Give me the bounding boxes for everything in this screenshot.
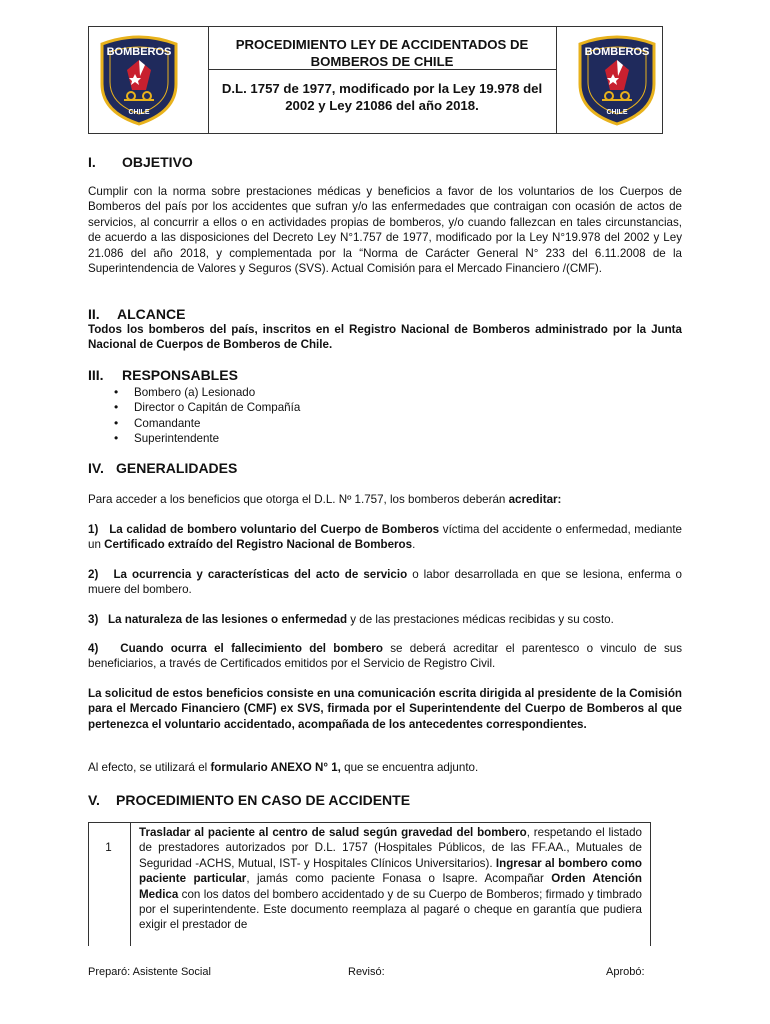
footer-preparo: Preparó: Asistente Social: [88, 966, 211, 978]
text-run: víctima del accidente o enfermedad, mediante un: [88, 523, 683, 552]
list-item: • Superintendente: [88, 431, 648, 446]
text-run: se deberá acreditar el parentesco o vinculo de sus beneficiarios, a través de Certificados emitidos por el Servicio de Registro Civil.: [88, 642, 682, 671]
bomberos-logo-right: [574, 34, 660, 126]
logo-bottom-text: CHILE: [128, 109, 150, 116]
requirement-2: [88, 567, 682, 598]
requirement-number: 4): [88, 642, 99, 655]
table-divider: [130, 823, 131, 946]
text-run: Para acceder a los beneficios que otorga el D.L. Nº 1.757, los bomberos deberán: [88, 493, 509, 506]
text-run: Al efecto, se utilizará el: [88, 761, 211, 774]
text-run-bold: acreditar:: [508, 493, 562, 506]
generalidades-intro: [88, 492, 682, 507]
section-title: OBJETIVO: [122, 154, 193, 170]
section-heading-generalidades: [88, 460, 237, 476]
footer-reviso: Revisó:: [348, 966, 385, 978]
section-heading-objetivo: [88, 154, 193, 170]
section-number: I.: [88, 154, 96, 170]
text-run-bold: formulario ANEXO N° 1,: [210, 761, 341, 774]
alcance-paragraph: Todos los bomberos del país, inscritos en el Registro Nacional de Bomberos administrado por la Junta Nacional de Cuerpos de Bomberos de Chile.: [88, 323, 682, 352]
section-heading-procedimiento: [88, 792, 410, 808]
solicitud-paragraph: La solicitud de estos beneficios consiste en una comunicación escrita dirigida al presidente de la Comisión para el Mercado Financiero (CMF) ex SVS, firmada por el Superintendente del Cuerpo de Bomberos al que pertenezca el voluntario accidentado, acompañada de los antecedentes correspondientes.: [88, 687, 682, 731]
text-run-bold: Certificado extraído del Registro Nacional de Bomberos: [104, 538, 413, 552]
requirement-number: 3): [88, 613, 99, 626]
section-heading-alcance: [88, 306, 185, 322]
table-row-number: 1: [105, 841, 112, 854]
section-number: IV.: [88, 460, 104, 476]
requirement-number: 1): [88, 523, 99, 536]
logo-top-text: BOMBEROS: [584, 46, 650, 58]
list-item: • Bombero (a) Lesionado: [88, 385, 648, 400]
objetivo-paragraph: Cumplir con la norma sobre prestaciones médicas y beneficios a favor de los voluntarios de los Cuerpos de Bomberos del país por los accidentes que sufran y/o las enfermedades que contraigan con ocasión de actos de servicios, al concurrir a ellos o en actividades propias de bomberos, y/o cuando fallezcan en tales circunstancias, de acuerdo a las disposiciones del Decreto Ley N°1.757 de 1977, modificado por la Ley N°19.978 del 2002 y Ley 21.086 del año 2018, y complementada por la “Norma de Carácter General N° 233 del 6.11.2008 de la Superintendencia de Valores y Seguros (SVS). Actual Comisión para el Mercado Financiero /(CMF).: [88, 185, 682, 276]
document-subtitle: D.L. 1757 de 1977, modificado por la Ley 19.978 del 2002 y Ley 21086 del año 2018.: [221, 81, 543, 113]
text-run-bold: Ingresar al bombero como paciente particular: [139, 856, 642, 886]
text-run: o labor desarrollada en que se lesiona, enferma o muere del bombero.: [88, 568, 682, 597]
text-run: y de las prestaciones médicas recibidas y su costo.: [347, 613, 614, 626]
list-item: • Comandante: [88, 416, 648, 431]
text-run: , respetando el listado de prestadores autorizados por D.L. 1757 (Hospitales Públicos, de las FF.AA., Mutuales de Seguridad -ACHS, Mutual, IST- y Hospitales Clínicos Universitarios).: [139, 826, 642, 870]
text-run: que se encuentra adjunto.: [340, 761, 479, 774]
document-title: PROCEDIMIENTO LEY DE ACCIDENTADOS DE BOMBEROS DE CHILE: [235, 37, 529, 69]
logo-bottom-text: CHILE: [606, 109, 628, 116]
bomberos-logo-left: [96, 34, 182, 126]
section-title: GENERALIDADES: [116, 460, 238, 476]
section-number: II.: [88, 306, 100, 322]
list-item: • Director o Capitán de Compañía: [88, 400, 648, 415]
text-run: , jamás como paciente Fonasa o Isapre. Acompañar: [246, 872, 552, 886]
text-run: con los datos del bombero accidentado y de su Cuerpo de Bomberos; firmado y timbrado por el superintendente. Este documento reemplaza al pagaré o cheque en garantía que pudiera exigir el prestador de: [139, 887, 642, 932]
header-divider: [556, 27, 557, 133]
section-heading-responsables: [88, 367, 238, 383]
section-title: RESPONSABLES: [122, 367, 238, 383]
text-run-bold: La calidad de bombero voluntario del Cuerpo de Bomberos: [109, 523, 440, 536]
section-number: V.: [88, 792, 100, 808]
requirement-number: 2): [88, 568, 99, 581]
requirement-1: [88, 522, 682, 553]
footer-aprobo: Aprobó:: [606, 966, 645, 978]
section-title: ALCANCE: [117, 306, 186, 322]
text-run-bold: Trasladar al paciente al centro de salud según gravedad del bombero: [139, 826, 527, 839]
text-run-bold: La naturaleza de las lesiones o enfermedad: [107, 613, 348, 626]
logo-top-text: BOMBEROS: [106, 46, 172, 58]
requirement-3: [88, 612, 682, 627]
text-run: .: [412, 538, 416, 552]
section-number: III.: [88, 367, 104, 383]
responsables-list: [88, 385, 648, 447]
efecto-paragraph: [88, 760, 682, 775]
text-run-bold: La ocurrencia y características del acto de servicio: [113, 568, 408, 581]
text-run-bold: Cuando ocurra el fallecimiento del bombero: [120, 642, 383, 655]
table-row-text: [139, 825, 642, 945]
section-title: PROCEDIMIENTO EN CASO DE ACCIDENTE: [116, 792, 411, 808]
text-run-bold: Orden Atención Medica: [139, 872, 642, 901]
requirement-4: [88, 641, 682, 672]
